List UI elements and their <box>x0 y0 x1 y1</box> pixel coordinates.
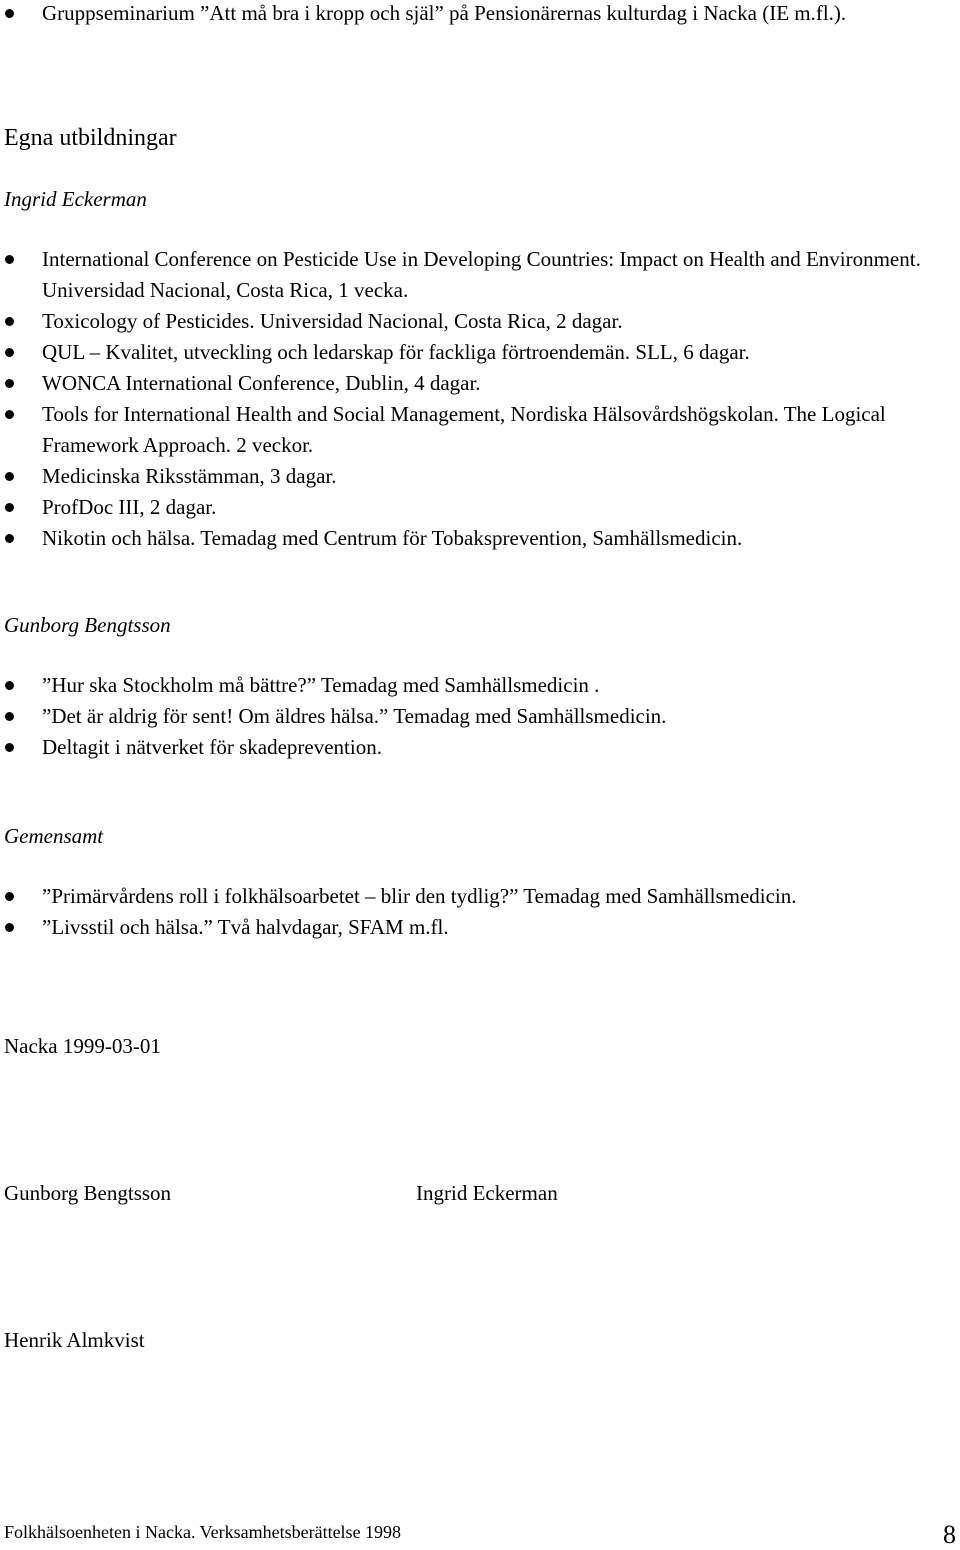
bullet-icon <box>5 923 14 932</box>
page-number: 8 <box>943 1520 956 1549</box>
person-heading-ie: Ingrid Eckerman <box>4 187 147 211</box>
bullet-icon <box>5 9 14 18</box>
list-item-text: Toxicology of Pesticides. Universidad Nacional, Costa Rica, 2 dagar. <box>42 309 623 333</box>
list-item-text: Tools for International Health and Social Management, Nordiska Hälsovårdshögskolan. The Logical Framework Approach. 2 veckor. <box>42 402 886 457</box>
list-item-text: WONCA International Conference, Dublin, 4 dagar. <box>42 371 481 395</box>
list-item-text: ”Primärvårdens roll i folkhälsoarbetet – blir den tydlig?” Temadag med Samhällsmedicin. <box>42 884 797 908</box>
list-item <box>0 881 960 912</box>
signature-name: Gunborg Bengtsson <box>4 1181 172 1205</box>
list-item <box>0 732 960 763</box>
list-item-text: ProfDoc III, 2 dagar. <box>42 495 217 519</box>
list-item <box>0 368 960 399</box>
section-title: Egna utbildningar <box>4 125 177 151</box>
list-item <box>0 523 960 554</box>
signature-name: Henrik Almkvist <box>4 1328 145 1352</box>
list-item-text: QUL – Kvalitet, utveckling och ledarskap för fackliga förtroendemän. SLL, 6 dagar. <box>42 340 750 364</box>
bullet-icon <box>5 379 14 388</box>
signature-name: Ingrid Eckerman <box>416 1181 558 1205</box>
list-item <box>0 337 960 368</box>
bullet-icon <box>5 503 14 512</box>
bullet-icon <box>5 712 14 721</box>
list-item-text: ”Hur ska Stockholm må bättre?” Temadag med Samhällsmedicin . <box>42 673 600 697</box>
top-bullet-list <box>0 0 960 29</box>
list-item-text: Gruppseminarium ”Att må bra i kropp och själ” på Pensionärernas kulturdag i Nacka (IE m.fl.). <box>42 1 847 25</box>
list-item <box>0 670 960 701</box>
list-item <box>0 701 960 732</box>
list-item <box>0 492 960 523</box>
list-item-text: ”Det är aldrig för sent! Om äldres hälsa.” Temadag med Samhällsmedicin. <box>42 704 667 728</box>
list-item <box>0 399 940 461</box>
list-item-text: Medicinska Riksstämman, 3 dagar. <box>42 464 337 488</box>
list-item <box>0 461 960 492</box>
person-heading-gb: Gunborg Bengtsson <box>4 613 171 637</box>
place-date: Nacka 1999-03-01 <box>4 1034 161 1058</box>
list-item-text: International Conference on Pesticide Use in Developing Countries: Impact on Health and Environment. Universidad Nacional, Costa Rica, 1 vecka. <box>42 247 921 302</box>
list-item <box>0 0 932 29</box>
common-heading: Gemensamt <box>4 824 104 848</box>
list-item-text: Deltagit i nätverket för skadeprevention. <box>42 735 382 759</box>
bullet-icon <box>5 317 14 326</box>
bullet-icon <box>5 410 14 419</box>
page-footer: Folkhälsoenheten i Nacka. Verksamhetsberättelse 1998 <box>4 1522 402 1542</box>
bullet-icon <box>5 255 14 264</box>
list-item <box>0 306 960 337</box>
bullet-icon <box>5 681 14 690</box>
list-item <box>0 244 960 306</box>
list-item <box>0 912 960 943</box>
gb-course-list <box>0 670 960 763</box>
ie-course-list <box>0 244 960 554</box>
common-course-list <box>0 881 960 943</box>
bullet-icon <box>5 348 14 357</box>
list-item-text: Nikotin och hälsa. Temadag med Centrum för Tobaksprevention, Samhällsmedicin. <box>42 526 743 550</box>
bullet-icon <box>5 534 14 543</box>
bullet-icon <box>5 892 14 901</box>
list-item-text: ”Livsstil och hälsa.” Två halvdagar, SFAM m.fl. <box>42 915 449 939</box>
bullet-icon <box>5 743 14 752</box>
bullet-icon <box>5 472 14 481</box>
